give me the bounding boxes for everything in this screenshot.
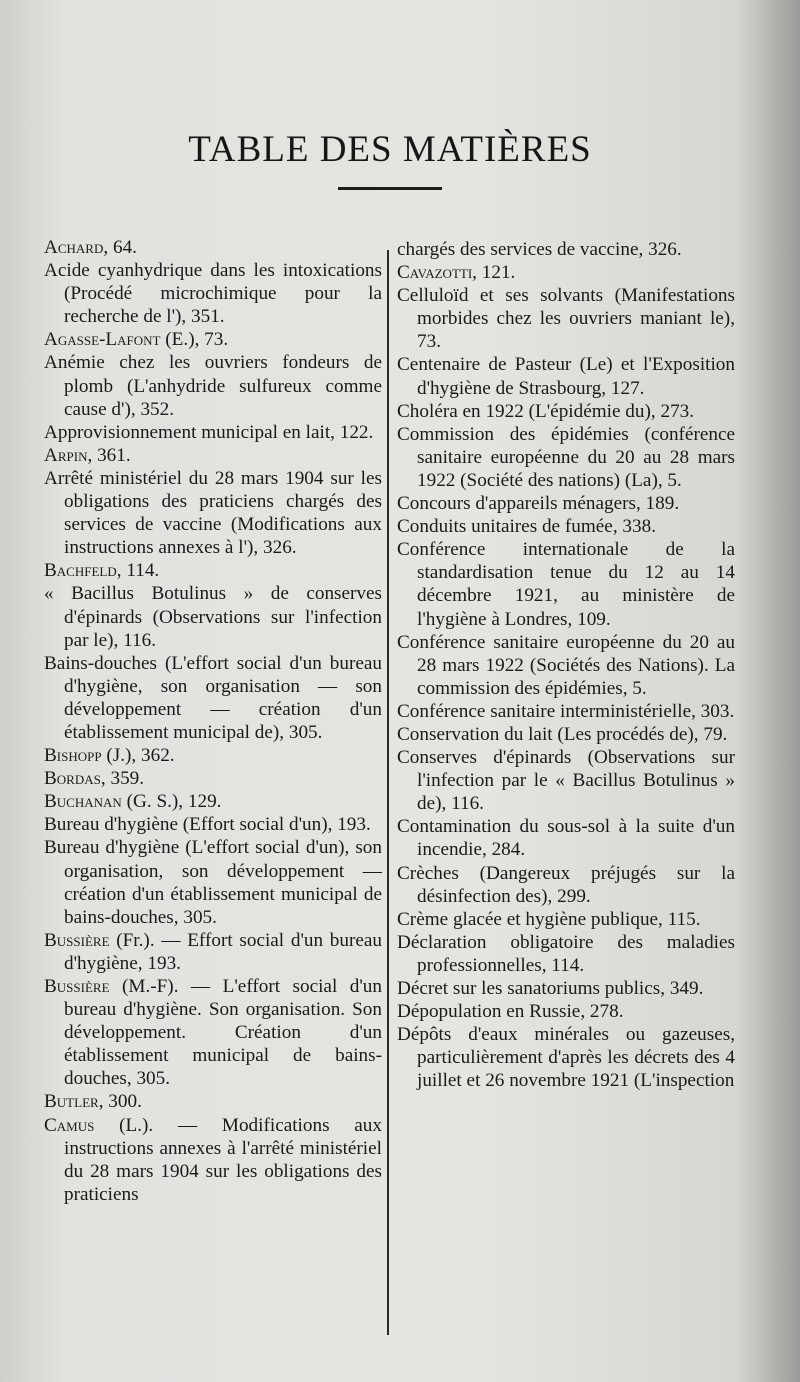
index-entry (44, 744, 382, 767)
author-name: Bordas (44, 768, 101, 790)
entry-text: Centenaire de Pasteur (Le) et l'Exposition d'hygiène de Strasbourg, 127. (397, 354, 735, 399)
index-entry (44, 444, 382, 467)
entry-text: Acide cyanhydrique dans les intoxications (Procédé microchimique pour la recherche de l'), 351. (44, 260, 382, 328)
entry-text: Celluloïd et ses solvants (Manifestations morbides chez les ouvriers maniant le), 73. (397, 285, 735, 353)
entry-text: Concours d'appareils ménagers, 189. (397, 493, 680, 515)
index-entry (44, 328, 382, 351)
author-name: Bachfeld (44, 560, 117, 582)
entry-text: Conservation du lait (Les procédés de), 79. (397, 723, 728, 745)
entry-text: chargés des services de vaccine, 326. (397, 239, 682, 260)
index-entry (397, 515, 735, 538)
index-entry (397, 400, 735, 423)
entry-text: Anémie chez les ouvriers fondeurs de plomb (L'anhydride sulfureux comme cause d'), 352. (44, 352, 382, 420)
entry-text: , 114. (116, 560, 160, 582)
entry-text: Conférence sanitaire interministérielle, 303. (397, 700, 735, 722)
entry-text: Décret sur les sanatoriums publics, 349. (397, 978, 704, 999)
author-name: Bishopp (44, 745, 102, 767)
entry-text: Arrêté ministériel du 28 mars 1904 sur les obligations des praticiens chargés des services de vaccine (Modifications aux instructions annexes à l'), 326. (44, 467, 382, 559)
index-entry (397, 931, 735, 977)
entry-text: (J.), 362. (101, 745, 175, 767)
index-entry (44, 582, 382, 651)
index-entry (397, 1000, 735, 1023)
index-entry (397, 815, 735, 861)
index-entry (397, 700, 735, 723)
index-entry (397, 353, 735, 399)
entry-text: Bureau d'hygiène (L'effort social d'un), son organisation, son développement — création d'un établissement municipal de bains-douches, 305. (44, 837, 382, 928)
index-entry (44, 351, 382, 420)
entry-text: (M.-F). — L'effort social d'un bureau d'hygiène. Son organisation. Son développement. Création d'un établissement municipal de bains-douches, 305. (64, 976, 382, 1090)
entry-text: Conférence sanitaire européenne du 20 au 28 mars 1922 (Sociétés des Nations). La commission des épidémies, 5. (397, 631, 735, 699)
index-entry (44, 652, 382, 744)
index-entry (397, 538, 735, 630)
index-entry (397, 1023, 735, 1092)
entry-text: Contamination du sous-sol à la suite d'un incendie, 284. (397, 816, 735, 861)
entry-text: Conserves d'épinards (Observations sur l'infection par le « Bacillus Botulinus » de), 116. (397, 747, 735, 815)
index-entry (397, 284, 735, 353)
index-entry (397, 238, 735, 261)
index-entry (44, 421, 382, 444)
entry-text: Commission des épidémies (conférence sanitaire européenne du 20 au 28 mars 1922 (Société des nations) (La), 5. (397, 423, 735, 491)
entry-text: Approvisionnement municipal en lait, 122. (44, 421, 374, 443)
entry-text: Conduits unitaires de fumée, 338. (397, 516, 656, 538)
index-entry (44, 929, 382, 975)
index-entry (44, 975, 382, 1090)
index-entry (44, 559, 382, 582)
entry-text: (E.), 73. (160, 329, 229, 351)
entry-text: , 300. (98, 1091, 142, 1113)
author-name: Camus (44, 1114, 95, 1136)
entry-text: Bains-douches (L'effort social d'un bureau d'hygiène, son organisation — son développement — création d'un établissement municipal de), 305. (44, 652, 382, 743)
index-entry (397, 261, 735, 284)
column-divider (387, 250, 389, 1335)
entry-text: (G. S.), 129. (121, 791, 222, 813)
index-entry (44, 259, 382, 328)
author-name: Butler (44, 1091, 99, 1113)
entry-text: « Bacillus Botulinus » de conserves d'épinards (Observations sur l'infection par le), 116. (44, 583, 382, 651)
author-name: Achard (44, 237, 104, 258)
index-entry (397, 746, 735, 815)
index-entry (397, 723, 735, 746)
index-entry (44, 836, 382, 928)
entry-text: Conférence internationale de la standardisation tenue du 12 au 14 décembre 1921, au ministère de l'hygiène à Londres, 109. (397, 539, 735, 630)
entry-text: , 121. (472, 262, 516, 284)
index-entry (397, 862, 735, 908)
entry-text: Dépôts d'eaux minérales ou gazeuses, particulièrement d'après les décrets des 4 juillet et 26 novembre 1921 (L'inspection (397, 1024, 735, 1092)
entry-text: , 359. (100, 768, 145, 790)
index-entry (397, 631, 735, 700)
index-entry (397, 908, 735, 931)
index-entry (44, 236, 382, 259)
index-entry (397, 492, 735, 515)
index-entry (44, 1114, 382, 1206)
author-name: Bussière (44, 929, 110, 951)
entry-text: Déclaration obligatoire des maladies professionnelles, 114. (397, 931, 735, 976)
index-entry (397, 423, 735, 492)
entry-text: , 361. (87, 444, 131, 466)
entry-text: Bureau d'hygiène (Effort social d'un), 193. (44, 814, 371, 836)
right-column (397, 238, 735, 1092)
entry-text: Choléra en 1922 (L'épidémie du), 273. (397, 400, 695, 422)
entry-text: , 64. (103, 237, 137, 258)
index-entry (44, 790, 382, 813)
author-name: Cavazotti (397, 262, 473, 284)
entry-text: Dépopulation en Russie, 278. (397, 1001, 624, 1023)
index-entry (44, 813, 382, 836)
entry-text: (Fr.). — Effort social d'un bureau d'hygiène, 193. (64, 929, 382, 974)
author-name: Bussière (44, 976, 110, 997)
title-rule (338, 187, 442, 190)
author-name: Buchanan (44, 791, 122, 813)
index-entry (44, 1090, 382, 1113)
left-column (44, 236, 382, 1206)
author-name: Agasse-Lafont (44, 329, 161, 351)
entry-text: (L.). — Modifications aux instructions annexes à l'arrêté ministériel du 28 mars 1904 sur les obligations des praticiens (64, 1114, 382, 1205)
index-entry (44, 467, 382, 559)
entry-text: Crèches (Dangereux préjugés sur la désinfection des), 299. (397, 862, 735, 907)
index-entry (397, 977, 735, 1000)
page-title: TABLE DES MATIÈRES (188, 129, 592, 170)
author-name: Arpin (44, 444, 88, 466)
index-entry (44, 767, 382, 790)
entry-text: Crème glacée et hygiène publique, 115. (397, 908, 701, 930)
